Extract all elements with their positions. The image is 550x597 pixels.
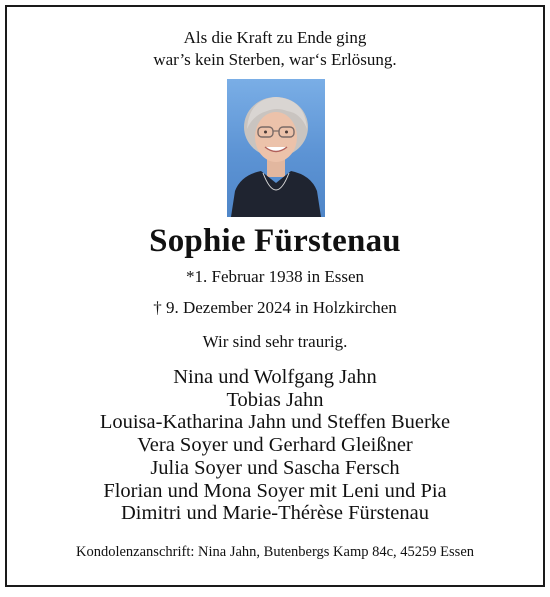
mourner-line: Nina und Wolfgang Jahn [173, 366, 377, 388]
mourner-line: Julia Soyer und Sascha Fersch [150, 456, 400, 479]
mourners-list [7, 366, 543, 525]
mourner-line: Tobias Jahn [226, 388, 324, 411]
verse-line-2: war’s kein Sterben, war‘s Erlösung. [153, 50, 397, 69]
birth-date: *1. Februar 1938 in Essen [185, 267, 364, 286]
mourner-line: Louisa-Katharina Jahn und Steffen Buerke [99, 411, 451, 434]
portrait-photo [227, 79, 325, 217]
obituary-notice [5, 5, 545, 587]
deceased-name: Sophie Fürstenau [149, 223, 401, 259]
portrait-illustration [227, 79, 325, 217]
mourning-statement: Wir sind sehr traurig. [202, 332, 348, 351]
death-date: † 9. Dezember 2024 in Holzkirchen [153, 298, 397, 317]
verse-line-1: Als die Kraft zu Ende ging [183, 28, 367, 47]
mourner-line: Vera Soyer und Gerhard Gleißner [137, 434, 413, 457]
condolence-address: Kondolenzanschrift: Nina Jahn, Butenbergs Kamp 84c, 45259 Essen [76, 544, 474, 560]
mourner-line: Florian und Mona Soyer mit Leni und Pia [103, 479, 447, 502]
memorial-verse [7, 27, 543, 71]
mourner-line: Dimitri und Marie-Thérèse Fürstenau [121, 502, 429, 525]
